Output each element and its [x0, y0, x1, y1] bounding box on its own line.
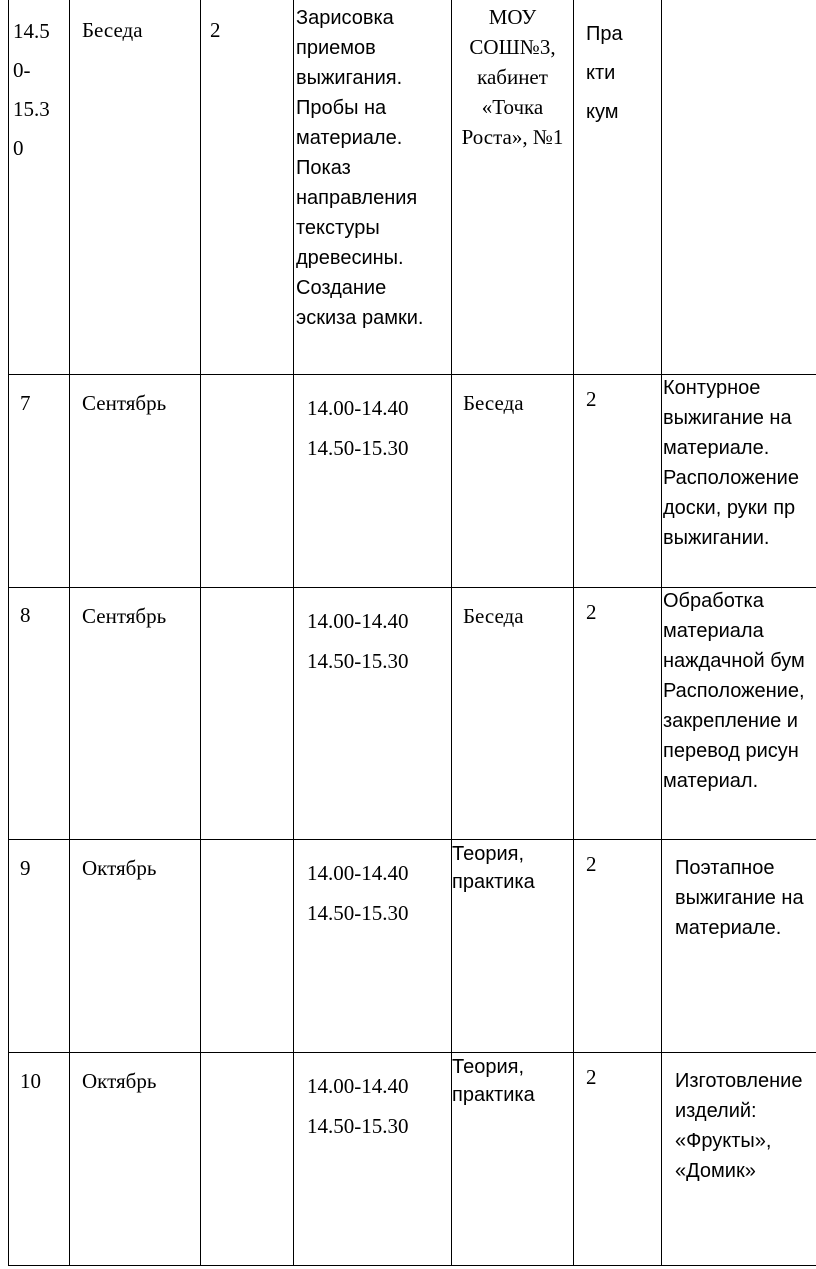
top-row-control: Пра кти кум	[586, 23, 623, 123]
table-border-left	[8, 0, 9, 1266]
top-row-divider	[573, 0, 574, 374]
row-hours: 2	[586, 600, 597, 624]
row-number: 9	[20, 856, 31, 880]
top-row-form: Беседа	[82, 18, 143, 42]
row-month: Октябрь	[82, 856, 157, 880]
top-row-divider	[661, 0, 662, 374]
row-number: 7	[20, 391, 31, 415]
row-hours: 2	[586, 1065, 597, 1089]
row-form: Теория, практика	[452, 1056, 535, 1106]
lower-row-divider	[573, 374, 574, 1266]
row-time: 14.00-14.40 14.50-15.30	[307, 609, 409, 673]
row-topic: Обработка материала наждачной бум Расположение, закрепление и перевод рисун материал.	[663, 590, 805, 792]
row-month: Сентябрь	[82, 604, 167, 628]
top-row-divider	[69, 0, 70, 1266]
top-row-divider	[200, 0, 201, 374]
row-hours: 2	[586, 387, 597, 411]
row-form: Беседа	[463, 391, 524, 415]
row-form: Беседа	[463, 604, 524, 628]
row-month: Октябрь	[82, 1069, 157, 1093]
row-month: Сентябрь	[82, 391, 167, 415]
row-line	[8, 1052, 816, 1053]
top-row-hours: 2	[210, 18, 221, 42]
top-row-place: МОУ СОШ№3, кабинет «Точка Роста», №1	[461, 5, 564, 149]
row-line	[8, 1265, 816, 1266]
lower-row-divider	[451, 374, 452, 1266]
row-hours: 2	[586, 852, 597, 876]
lower-row-divider	[200, 374, 201, 1266]
row-number: 8	[20, 603, 31, 627]
top-row-topic: Зарисовка приемов выжигания. Пробы на материале. Показ направления текстуры древесины. Создание эскиза рамки.	[296, 7, 424, 329]
row-topic: Изготовление изделий: «Фрукты», «Домик»	[675, 1070, 803, 1182]
row-topic: Контурное выжигание на материале. Расположение доски, руки пр выжигании.	[663, 377, 799, 549]
row-time: 14.00-14.40 14.50-15.30	[307, 1074, 409, 1138]
top-row-time: 14.5 0- 15.3 0	[13, 19, 50, 160]
row-topic: Поэтапное выжигание на материале.	[675, 857, 804, 939]
row-line	[8, 839, 816, 840]
row-form: Теория, практика	[452, 843, 535, 893]
row-time: 14.00-14.40 14.50-15.30	[307, 861, 409, 925]
row-time: 14.00-14.40 14.50-15.30	[307, 396, 409, 460]
lower-row-divider	[661, 374, 662, 1266]
row-number: 10	[20, 1069, 41, 1093]
top-row-divider	[293, 0, 294, 1266]
